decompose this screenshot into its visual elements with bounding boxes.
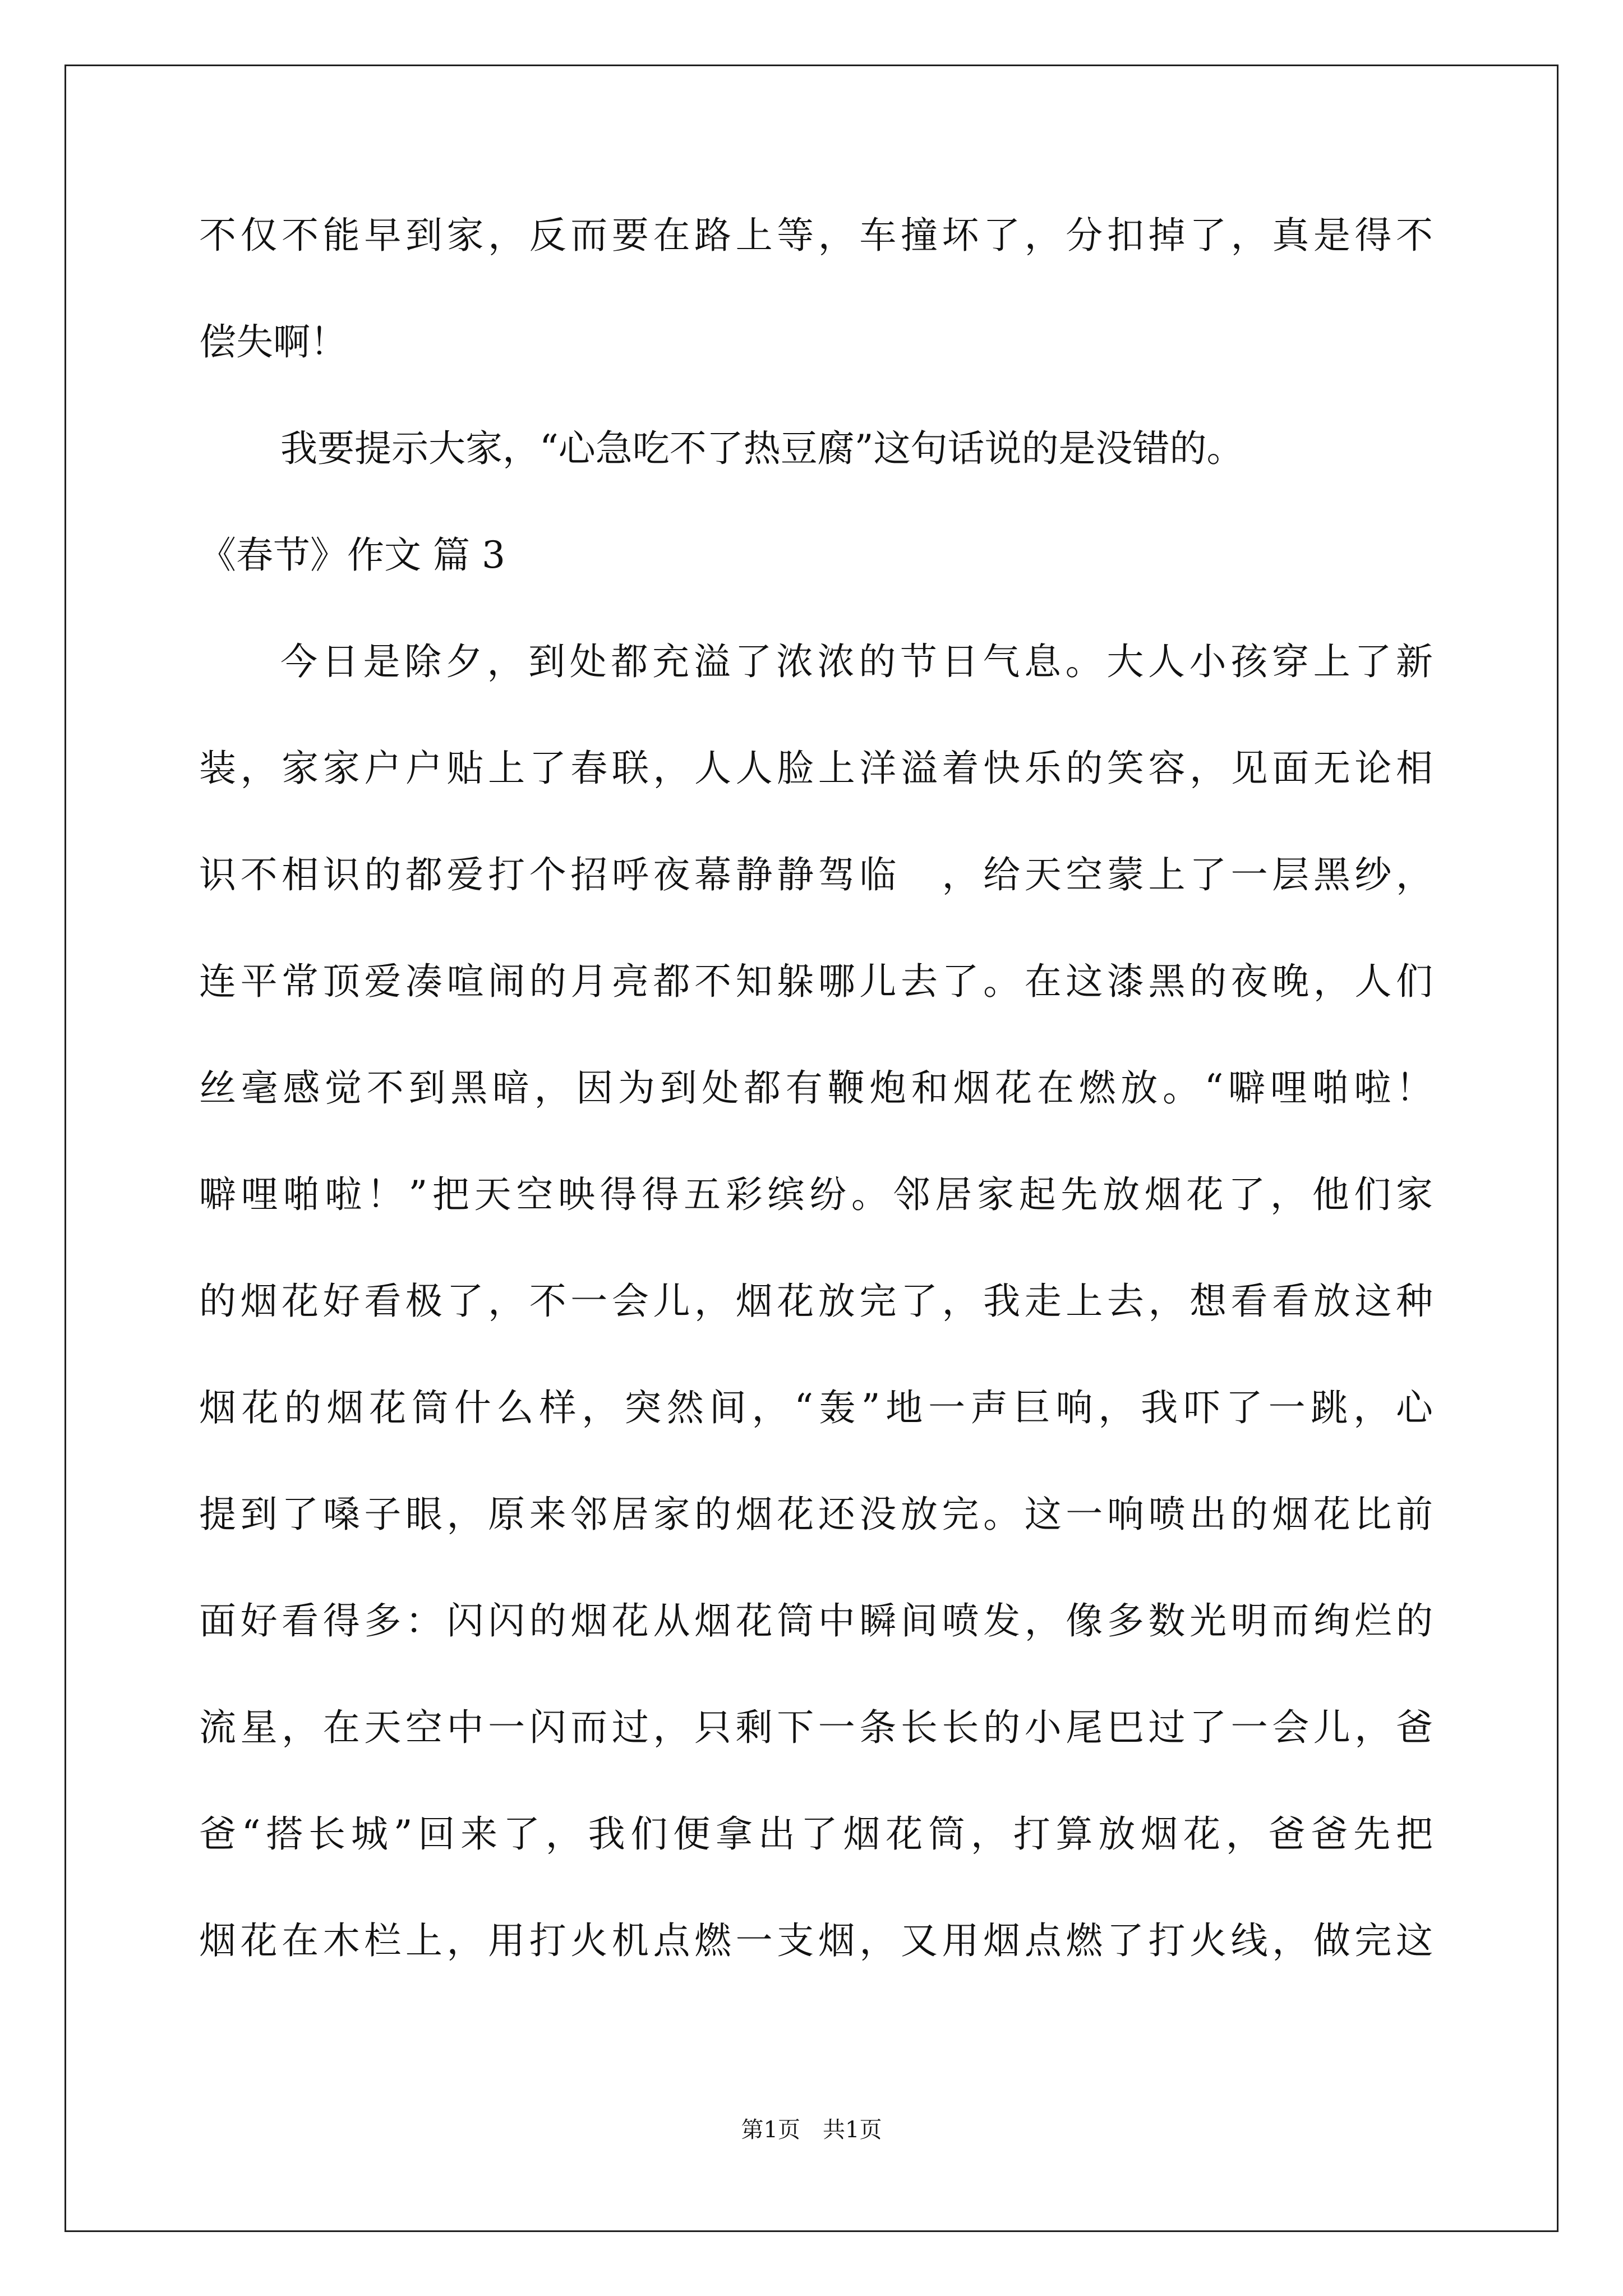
text-line: 的烟花好看极了，不一会儿，烟花放完了，我走上去，想看看放这种 [199, 1280, 1433, 1323]
text-line: 面好看得多：闪闪的烟花从烟花筒中瞬间喷发，像多数光明而绚烂的 [199, 1599, 1433, 1642]
text-line: 我要提示大家，“心急吃不了热豆腐”这句话说的是没错的。 [280, 427, 1244, 470]
text-line: 连平常顶爱凑喧闹的月亮都不知躲哪儿去了。在这漆黑的夜晚，人们 [199, 960, 1433, 1003]
text-line: 不仅不能早到家，反而要在路上等，车撞坏了，分扣掉了，真是得不 [199, 214, 1433, 257]
text-line: 丝毫感觉不到黑暗，因为到处都有鞭炮和烟花在燃放。“噼哩啪啦！ [199, 1066, 1433, 1110]
text-line: 烟花的烟花筒什么样，突然间，“轰”地一声巨响，我吓了一跳，心 [199, 1386, 1433, 1429]
text-line: 流星，在天空中一闪而过，只剩下一条长长的小尾巴过了一会儿，爸 [199, 1706, 1433, 1749]
text-line: 噼哩啪啦！”把天空映得得五彩缤纷。邻居家起先放烟花了，他们家 [199, 1173, 1433, 1216]
document-body [199, 208, 1433, 2019]
text-line: 今日是除夕，到处都充溢了浓浓的节日气息。大人小孩穿上了新 [280, 640, 1433, 683]
page-footer [0, 2112, 1623, 2144]
text-line: 识不相识的都爱打个招呼夜幕静静驾临 ，给天空蒙上了一层黑纱， [199, 853, 1433, 896]
section-heading: 《春节》作文 篇 3 [199, 533, 505, 577]
text-line: 提到了嗓子眼，原来邻居家的烟花还没放完。这一响喷出的烟花比前 [199, 1493, 1433, 1536]
text-line: 偿失啊！ [199, 320, 347, 364]
text-line: 装，家家户户贴上了春联，人人脸上洋溢着快乐的笑容，见面无论相 [199, 747, 1433, 790]
text-line: 烟花在木栏上，用打火机点燃一支烟，又用烟点燃了打火线，做完这 [199, 1919, 1433, 1962]
text-line: 爸“搭长城”回来了，我们便拿出了烟花筒，打算放烟花，爸爸先把 [199, 1812, 1433, 1856]
page-number-current: 第1页 [741, 2117, 800, 2143]
page-number-total: 共1页 [823, 2117, 882, 2143]
